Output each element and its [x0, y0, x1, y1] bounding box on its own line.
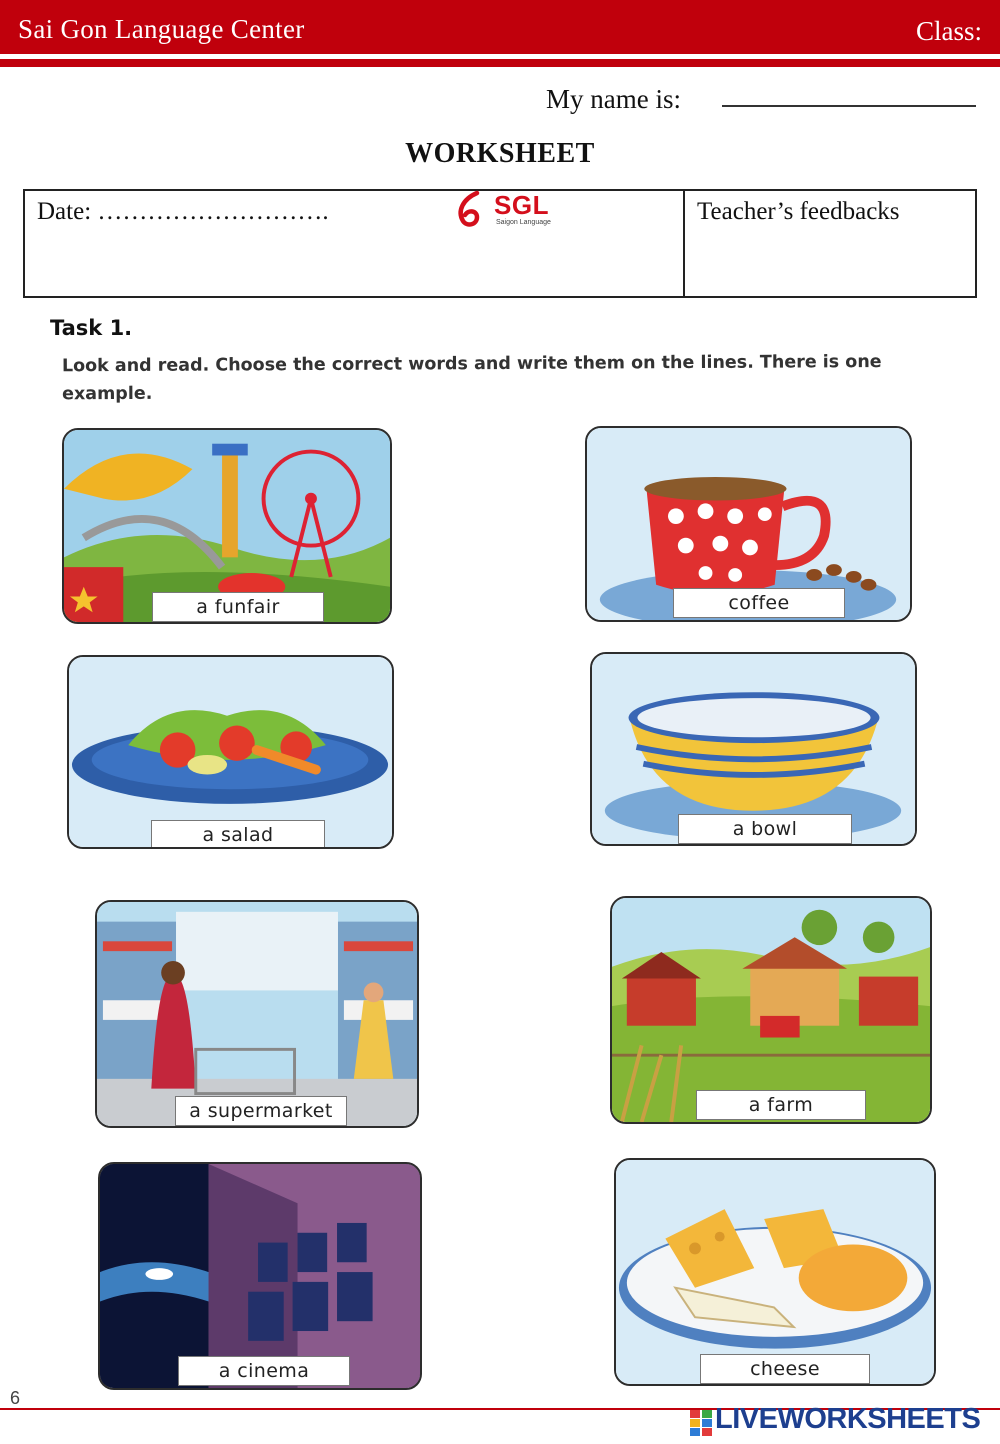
- picture-cinema: [98, 1162, 422, 1390]
- liveworksheets-brand[interactable]: LIVEWORKSHEETS: [715, 1403, 981, 1435]
- page-number: 6: [10, 1388, 21, 1408]
- farm-illustration: [612, 898, 930, 1122]
- task-instruction: Look and read. Choose the correct words and write them on the lines. There is one example.: [61, 352, 882, 405]
- salad-illustration: [69, 657, 392, 847]
- cheese-illustration: [616, 1160, 934, 1384]
- picture-funfair: [62, 428, 392, 624]
- picture-cheese: [614, 1158, 936, 1386]
- name-input-line[interactable]: [722, 105, 976, 107]
- picture-label: a bowl: [678, 814, 852, 844]
- picture-salad: [67, 655, 394, 849]
- picture-farm: [610, 896, 932, 1124]
- picture-label: a salad: [151, 820, 325, 849]
- supermarket-illustration: [97, 902, 417, 1126]
- header-divider: [0, 59, 1000, 67]
- picture-label: a farm: [696, 1090, 866, 1120]
- picture-bowl: [590, 652, 917, 846]
- picture-coffee: [585, 426, 912, 622]
- date-field[interactable]: Date: ……………………….: [37, 198, 329, 225]
- teacher-feedback-label: Teacher’s feedbacks: [697, 198, 900, 225]
- logo-text: SGL: [494, 190, 549, 220]
- task-title: Task 1.: [50, 316, 133, 340]
- picture-supermarket: [95, 900, 419, 1128]
- cinema-illustration: [100, 1164, 420, 1388]
- picture-label: a supermarket: [175, 1096, 347, 1126]
- picture-label: cheese: [700, 1354, 870, 1384]
- center-name: Sai Gon Language Center: [18, 14, 305, 44]
- worksheet-title: WORKSHEET: [405, 138, 595, 169]
- picture-label: a cinema: [178, 1356, 350, 1386]
- info-box-divider: [683, 189, 685, 298]
- picture-label: a funfair: [152, 592, 324, 622]
- liveworksheets-logo-icon: [690, 1410, 712, 1436]
- picture-label: coffee: [673, 588, 845, 618]
- class-label: Class:: [915, 16, 982, 46]
- name-label: My name is:: [546, 84, 681, 114]
- logo-subtext: Saigon Language: [496, 219, 551, 226]
